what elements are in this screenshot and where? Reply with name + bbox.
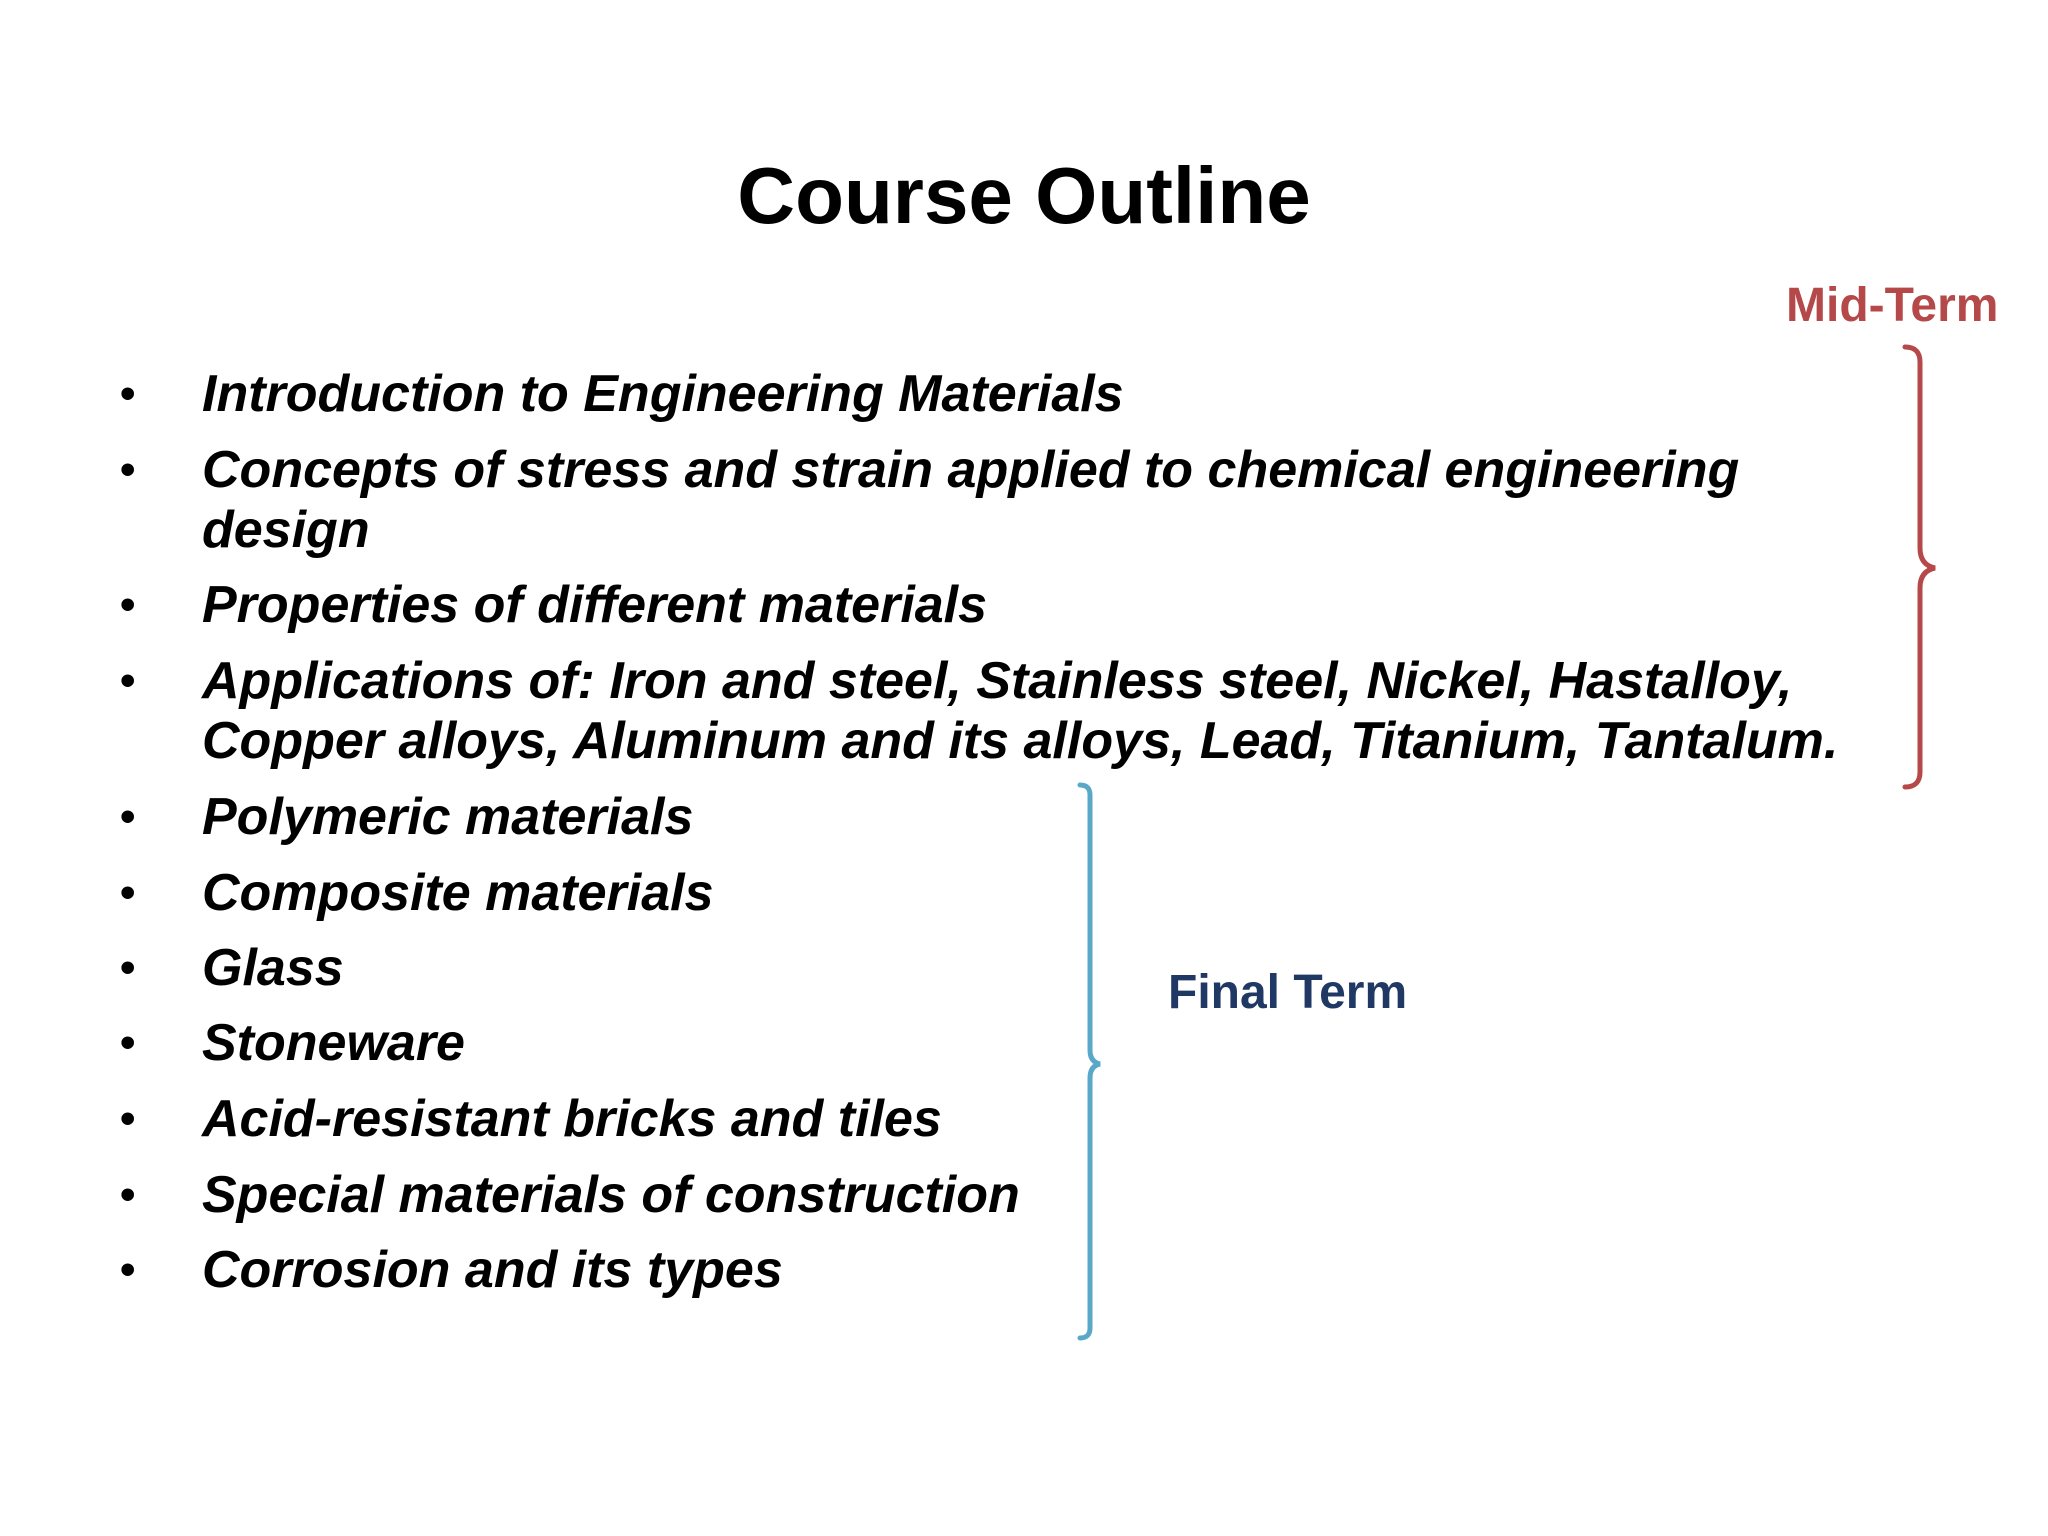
- topic-text: Glass: [202, 939, 344, 997]
- bullet-icon: •: [120, 369, 136, 418]
- topic-text: Introduction to Engineering Materials: [202, 365, 1124, 423]
- bullet-icon: •: [120, 792, 136, 841]
- topic-text: Stoneware: [202, 1014, 465, 1072]
- topic-text: Corrosion and its types: [202, 1241, 783, 1299]
- topic-text: Polymeric materials: [202, 788, 694, 846]
- bullet-icon: •: [120, 580, 136, 629]
- topic-text: Special materials of construction: [202, 1166, 1020, 1224]
- topic-text: Applications of: Iron and steel, Stainless steel, Nickel, Hastalloy, Copper alloys, Aluminum and its alloys, Lead, Titanium, Tantalum.: [202, 652, 1839, 770]
- topic-text: Acid-resistant bricks and tiles: [202, 1090, 942, 1148]
- bullet-icon: •: [120, 1094, 136, 1143]
- bullet-icon: •: [120, 1170, 136, 1219]
- bullet-icon: •: [120, 1018, 136, 1067]
- final-term-label: Final Term: [1168, 966, 1408, 1019]
- bullet-icon: •: [120, 868, 136, 917]
- bullet-icon: •: [120, 445, 136, 494]
- mid-term-label: Mid-Term: [1786, 279, 1999, 332]
- topic-text: Composite materials: [202, 864, 714, 922]
- bullet-icon: •: [120, 1245, 136, 1294]
- topic-text: Properties of different materials: [202, 576, 988, 634]
- topic-text: Concepts of stress and strain applied to chemical engineering design: [202, 441, 1740, 559]
- bullet-icon: •: [120, 943, 136, 992]
- slide-title: Course Outline: [737, 151, 1311, 240]
- bullet-icon: •: [120, 656, 136, 705]
